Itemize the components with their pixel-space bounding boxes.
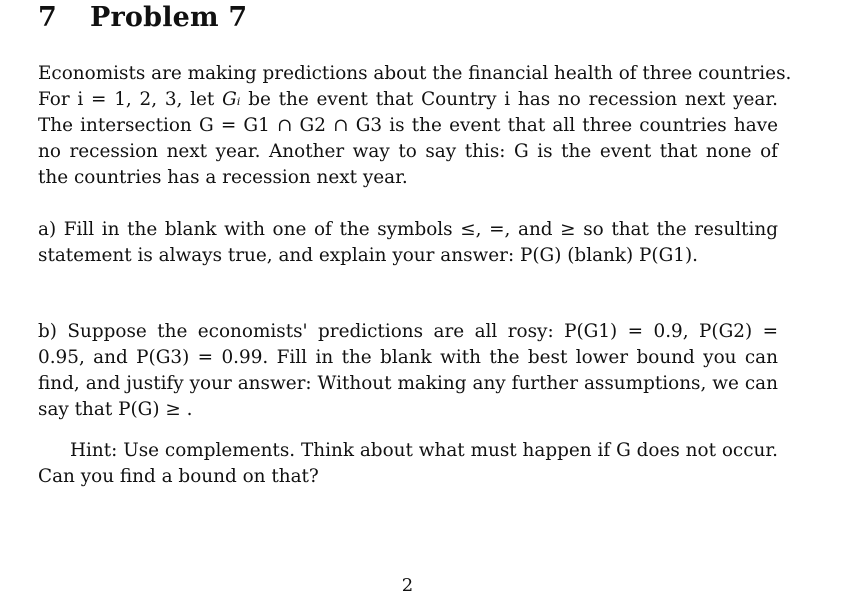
intro-paragraph xyxy=(38,61,792,191)
page-number: 2 xyxy=(401,575,414,596)
problem-number: 7 xyxy=(38,2,57,33)
intro-line-2 xyxy=(38,87,778,113)
part-b-line-1: b) Suppose the economists' predictions are all rosy: P(G1) = 0.9, P(G2) = xyxy=(38,321,778,342)
part-a-line-1: a) Fill in the blank with one of the symbols ≤, =, and ≥ so that the resulting xyxy=(38,219,778,240)
part-a-line-2: statement is always true, and explain your answer: P(G) (blank) P(G1). xyxy=(38,245,699,266)
hint-line-2: Can you find a bound on that? xyxy=(38,466,319,487)
intro-line-2-start: For i = 1, 2, 3, let xyxy=(38,89,223,110)
part-b-line-2: 0.95, and P(G3) = 0.99. Fill in the blank with the best lower bound you can xyxy=(38,347,778,368)
problem-heading xyxy=(38,2,247,33)
hint-paragraph xyxy=(38,438,778,490)
part-b-paragraph xyxy=(38,319,778,423)
part-b-line-3: find, and justify your answer: Without making any further assumptions, we can xyxy=(38,373,778,394)
intro-line-5: the countries has a recession next year. xyxy=(38,167,408,188)
problem-title: Problem 7 xyxy=(90,2,248,33)
event-variable-gi: Gᵢ xyxy=(222,89,241,110)
part-b-line-4: say that P(G) ≥ . xyxy=(38,399,193,420)
part-a-paragraph xyxy=(38,217,778,269)
intro-line-3: The intersection G = G1 ∩ G2 ∩ G3 is the event that all three countries have xyxy=(38,115,778,136)
intro-line-2-end: be the event that Country i has no recession next year. xyxy=(240,89,778,110)
hint-line-1: Hint: Use complements. Think about what must happen if G does not occur. xyxy=(70,440,778,461)
intro-line-1: Economists are making predictions about the financial health of three countries. xyxy=(38,63,792,84)
intro-line-4: no recession next year. Another way to say this: G is the event that none of xyxy=(38,141,778,162)
